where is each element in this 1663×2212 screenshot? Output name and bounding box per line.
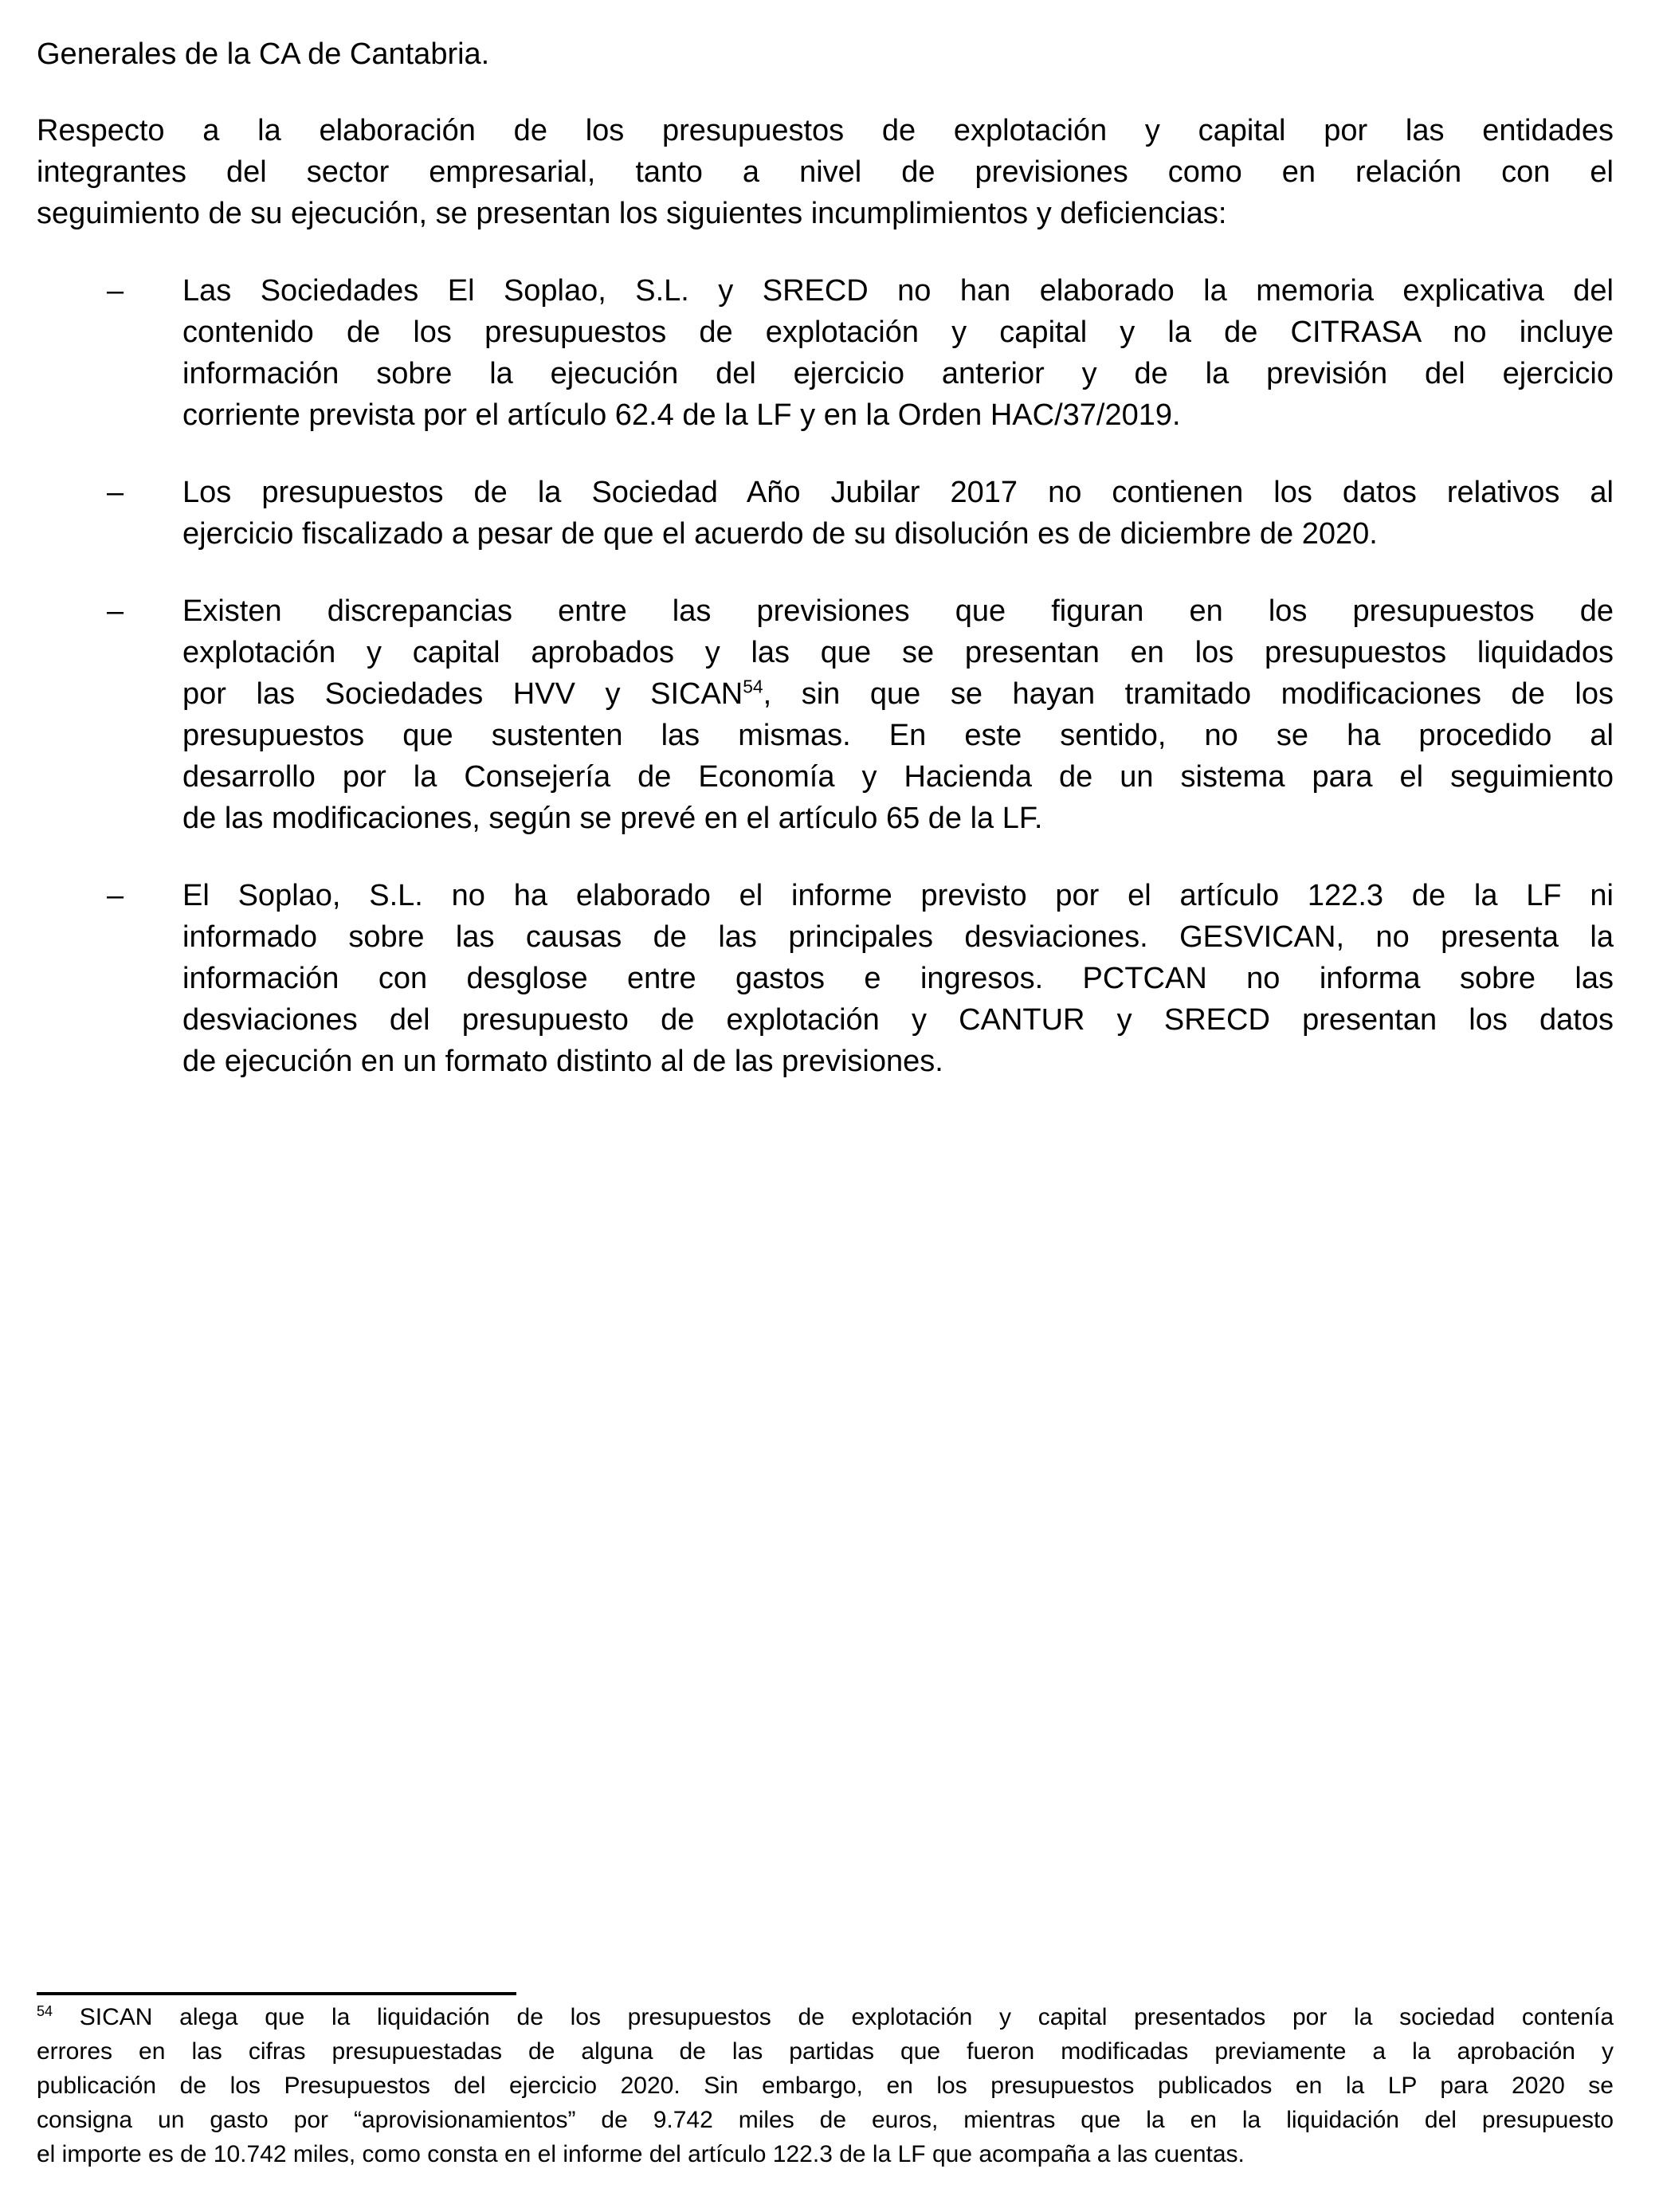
text-line: por las Sociedades HVV y SICAN$^{54}$, sin que se hayan tramitado modificaciones de los: [182, 676, 1614, 711]
text-line: información sobre la ejecución del ejercicio anterior y de la previsión del ejercicio: [182, 357, 1614, 390]
text-line: Las Sociedades El Soplao, S.L. y SRECD no han elaborado la memoria explicativa del: [182, 274, 1614, 308]
list-item: [37, 875, 1614, 1082]
text-line: integrantes del sector empresarial, tanto a nivel de previsiones como en relación con el: [37, 155, 1614, 189]
text-line: de ejecución en un formato distinto al de las previsiones.: [182, 1045, 943, 1078]
list-item-text: [182, 875, 1614, 1082]
text-line: Los presupuestos de la Sociedad Año Jubilar 2017 no contienen los datos relativos al: [182, 476, 1614, 509]
text-line: presupuestos que sustenten las mismas. En este sentido, no se ha procedido al: [182, 719, 1614, 752]
text-line: explotación y capital aprobados y las que se presentan en los presupuestos liquidados: [182, 636, 1614, 669]
text-line: $^{54}$ SICAN alega que la liquidación de los presupuestos de explotación y capital presentados por la sociedad contenía: [37, 2003, 1614, 2030]
list-item-dash: –: [107, 594, 124, 628]
text-line: corriente prevista por el artículo 62.4 de la LF y en la Orden HAC/37/2019.: [182, 398, 1181, 432]
list-item: [37, 472, 1614, 555]
list-item-dash: –: [107, 879, 124, 912]
list-item-dash: –: [107, 274, 124, 308]
text-line: Existen discrepancias entre las previsiones que figuran en los presupuestos de: [182, 594, 1614, 628]
list-item: [37, 270, 1614, 436]
intro-paragraph: [37, 110, 1614, 234]
text-line: desviaciones del presupuesto de explotación y CANTUR y SRECD presentan los datos: [182, 1003, 1614, 1037]
list-item-text: [182, 472, 1614, 555]
text-line: errores en las cifras presupuestadas de alguna de las partidas que fueron modificadas previamente a la aprobación y: [37, 2038, 1614, 2065]
text-line: de las modificaciones, según se prevé en el artículo 65 de la LF.: [182, 802, 1043, 835]
footnote-separator: [37, 1992, 516, 1995]
footnote-reference: 54: [37, 2003, 53, 2019]
text-line: consigna un gasto por “aprovisionamientos” de 9.742 miles de euros, mientras que la en la liquidación del presupuesto: [37, 2107, 1614, 2133]
list-item-text: [182, 270, 1614, 436]
text-line: contenido de los presupuestos de explotación y capital y la de CITRASA no incluye: [182, 316, 1614, 349]
text-line: información con desglose entre gastos e ingresos. PCTCAN no informa sobre las: [182, 962, 1614, 995]
text-line: ejercicio fiscalizado a pesar de que el acuerdo de su disolución es de diciembre de 2020.: [182, 517, 1378, 551]
text-line: informado sobre las causas de las principales desviaciones. GESVICAN, no presenta la: [182, 920, 1614, 954]
text-line: seguimiento de su ejecución, se presentan los siguientes incumplimientos y deficiencias:: [37, 197, 1227, 230]
list-item-text: [182, 590, 1614, 839]
text-line: Respecto a la elaboración de los presupuestos de explotación y capital por las entidades: [37, 114, 1614, 147]
list-item: [37, 590, 1614, 839]
text-line: El Soplao, S.L. no ha elaborado el informe previsto por el artículo 122.3 de la LF ni: [182, 879, 1614, 912]
list-item-dash: –: [107, 476, 124, 509]
continuation-paragraph: Generales de la CA de Cantabria.: [37, 37, 490, 71]
footnote: [37, 2000, 1614, 2171]
deficiency-list: [37, 270, 1614, 1082]
text-line: el importe es de 10.742 miles, como consta en el informe del artículo 122.3 de la LF que acompaña a las cuentas.: [37, 2141, 1245, 2167]
footnote-reference: 54: [743, 676, 763, 697]
text-line: publicación de los Presupuestos del ejercicio 2020. Sin embargo, en los presupuestos publicados en la LP para 2020 se: [37, 2073, 1614, 2099]
page-body: [37, 33, 1614, 1082]
text-line: desarrollo por la Consejería de Economía y Hacienda de un sistema para el seguimiento: [182, 760, 1614, 794]
